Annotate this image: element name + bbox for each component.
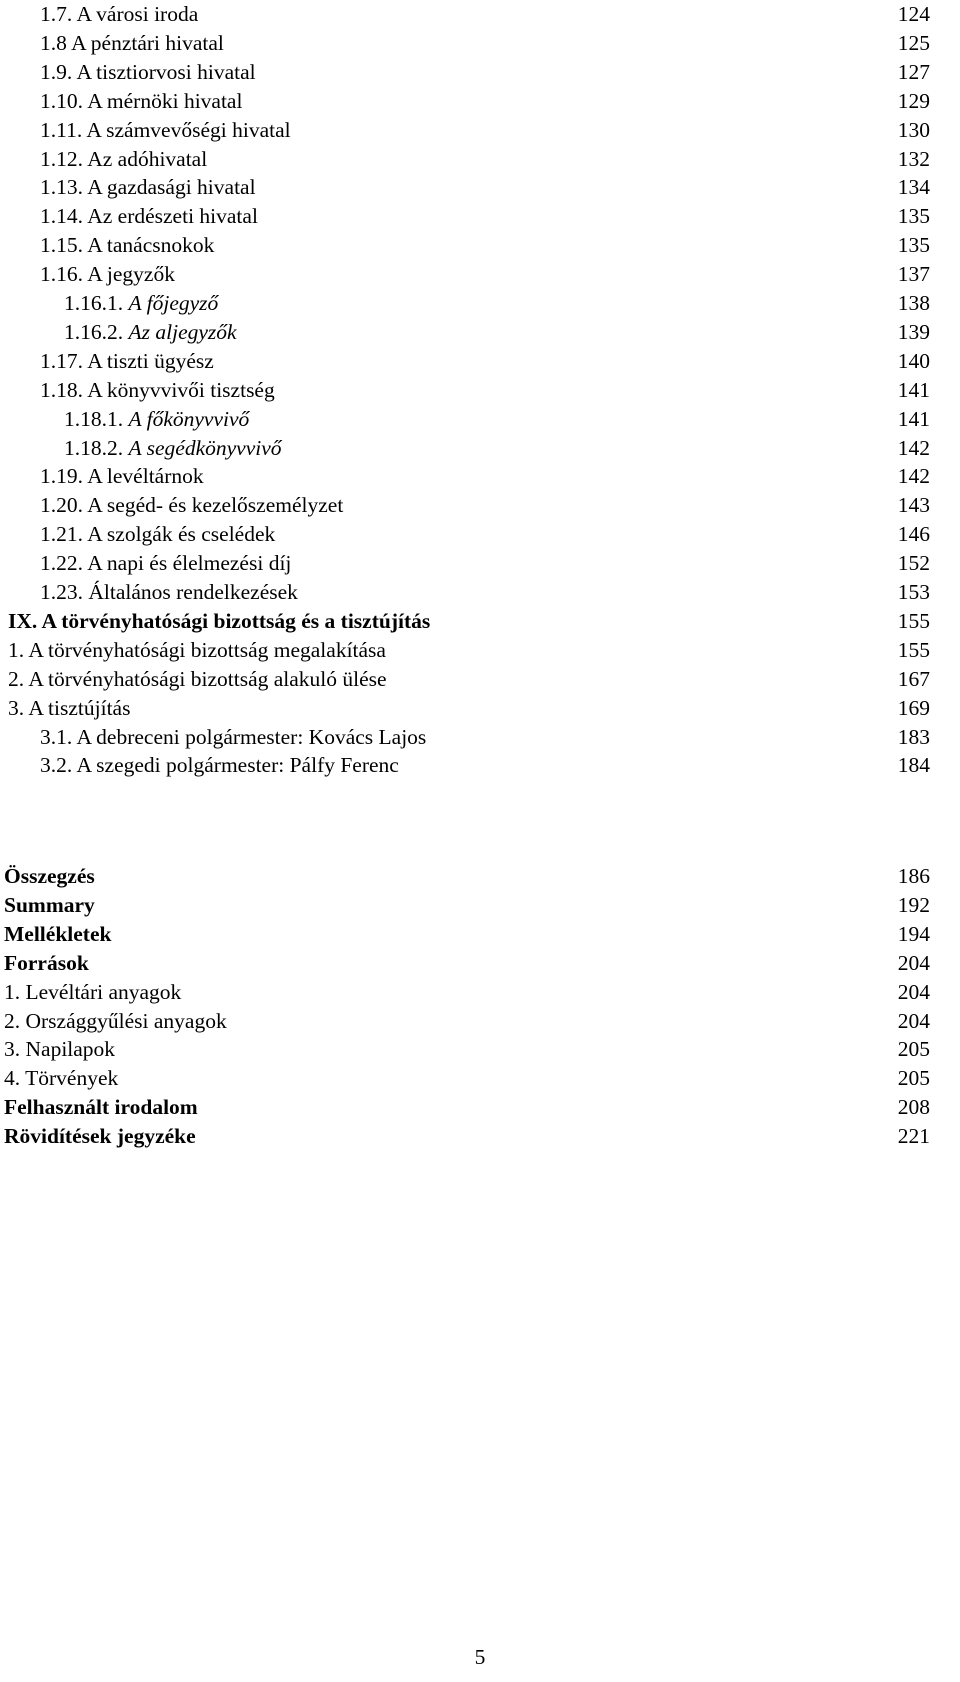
toc-entry-text: Summary: [4, 892, 95, 917]
toc-entry: [0, 376, 960, 405]
toc-entry-page: 194: [897, 921, 930, 946]
toc-entry-page: 184: [897, 753, 930, 778]
toc-entry-text: A könyvvivői tisztség: [87, 377, 275, 402]
toc-entry-number: 1.19.: [40, 464, 83, 489]
toc-entry-title: [40, 549, 291, 578]
toc-entry-title: [40, 260, 175, 289]
toc-entry-number: 1.: [8, 637, 25, 662]
page-number: 5: [474, 1645, 486, 1669]
toc-entry-text: Általános rendelkezések: [88, 580, 298, 604]
toc-entry: [0, 260, 960, 289]
toc-entry: [0, 462, 960, 491]
toc-entry-title: [40, 347, 214, 376]
toc-entry-number: 3.2.: [40, 753, 73, 778]
toc-entry: [0, 549, 960, 578]
toc-entry: [0, 665, 960, 694]
toc-entry-number: 1.22.: [40, 551, 83, 576]
toc-entry-text: Források: [4, 950, 89, 975]
toc-entry: [0, 347, 960, 376]
toc-entry: [0, 520, 960, 549]
toc-entry: [0, 116, 960, 145]
toc-entry: [0, 978, 960, 1007]
toc-entry-title: [40, 202, 258, 231]
toc-entry-page: 221: [897, 1124, 930, 1149]
toc-entry-title: [64, 289, 218, 318]
toc-entry-number: 1.15.: [40, 233, 83, 258]
toc-entry-title: [4, 949, 89, 978]
toc-entry-page: 143: [897, 493, 930, 518]
toc-entry-text: A jegyzők: [87, 262, 175, 287]
toc-entry-page: 132: [897, 146, 930, 171]
toc-entry-number: 1.20.: [40, 493, 83, 518]
toc-entry: [0, 58, 960, 87]
toc-entry-title: [40, 462, 204, 491]
toc-entry-page: 155: [897, 637, 930, 662]
toc-entry: [0, 607, 960, 636]
toc-entry-page: 138: [897, 291, 930, 315]
toc-entry-title: [40, 173, 256, 202]
toc-entry: [0, 920, 960, 949]
toc-entry: [0, 202, 960, 231]
toc-entry-number: 1.17.: [40, 348, 83, 373]
toc-entry: [0, 405, 960, 434]
toc-entry-number: 1.14.: [40, 204, 83, 229]
toc-entry-text: Az erdészeti hivatal: [87, 204, 258, 229]
toc-entry-text: A számvevőségi hivatal: [86, 117, 291, 142]
toc-entry-title: [64, 434, 282, 463]
toc-entry-page: 205: [897, 1066, 930, 1091]
toc-entry-number: 1.23.: [40, 580, 83, 604]
toc-entry-text: A tisztújítás: [28, 695, 131, 720]
toc-entry-title: [40, 578, 298, 607]
toc-entry-text: Az adóhivatal: [87, 146, 208, 171]
toc-entry-title: [40, 231, 214, 260]
toc-entry-title: [8, 665, 387, 694]
toc-entry-title: [40, 491, 343, 520]
toc-entry-number: 1.16.: [40, 262, 83, 287]
toc-entry-page: 137: [897, 262, 930, 287]
toc-entry-page: 167: [897, 666, 930, 691]
toc-entry-text: A főjegyző: [128, 291, 219, 315]
toc-entry-page: 135: [897, 204, 930, 229]
toc-entry-title: [40, 520, 275, 549]
toc-entry-page: 134: [897, 175, 930, 200]
toc-entry: [0, 87, 960, 116]
toc-entry-title: [8, 607, 430, 636]
toc-entry: [0, 0, 960, 29]
toc-entry-number: 1.8: [40, 30, 67, 55]
toc-entry-text: A tiszti ügyész: [87, 348, 214, 373]
toc-entry-text: Levéltári anyagok: [25, 979, 182, 1004]
toc-entry-title: [8, 636, 386, 665]
toc-entry-number: 1.21.: [40, 522, 83, 547]
toc-entry-title: [8, 694, 130, 723]
toc-entry: [0, 862, 960, 891]
toc-entry-page: 204: [897, 950, 930, 975]
toc-entry-number: 1.18.1.: [64, 406, 124, 431]
toc-entry-page: 141: [897, 377, 930, 402]
toc-entry-page: 186: [897, 864, 930, 888]
toc-entry-title: [4, 1064, 118, 1093]
toc-entry: [0, 751, 960, 780]
toc-entry-title: [4, 1122, 196, 1151]
toc-entry-number: IX.: [8, 608, 38, 633]
toc-entry-text: A segéd- és kezelőszemélyzet: [87, 493, 344, 518]
toc-entry: [0, 1093, 960, 1122]
toc-entry-text: Felhasznált irodalom: [4, 1095, 198, 1120]
toc-entry-title: [40, 0, 198, 29]
toc-entry: [0, 173, 960, 202]
toc-entry-text: Napilapok: [25, 1037, 116, 1062]
toc-entry-page: 204: [897, 1008, 930, 1033]
toc-entry-number: 1.16.1.: [64, 291, 124, 315]
toc-entry-title: [4, 1035, 115, 1064]
toc-entry-text: A törvényhatósági bizottság megalakítása: [28, 637, 386, 662]
toc-entry-text: Mellékletek: [4, 921, 112, 946]
toc-entry-number: 1.7.: [40, 2, 73, 26]
toc-entry-title: [4, 891, 95, 920]
toc-entry-title: [64, 405, 249, 434]
toc-entry-page: 192: [897, 892, 930, 917]
toc-entry-page: 127: [897, 59, 930, 84]
toc-entry-text: A levéltárnok: [87, 464, 204, 489]
toc-entry-number: 1.12.: [40, 146, 83, 171]
toc-entry-number: 1.18.2.: [64, 435, 124, 460]
toc-entry-title: [4, 1007, 227, 1036]
toc-entry-title: [40, 58, 256, 87]
toc-entry-title: [40, 145, 207, 174]
toc-entry-text: Összegzés: [4, 864, 95, 888]
toc-entry-text: Rövidítések jegyzéke: [4, 1124, 196, 1149]
toc-entry: [0, 1064, 960, 1093]
toc-entry-number: 3.: [4, 1037, 21, 1062]
toc-entry-text: A tisztiorvosi hivatal: [76, 59, 256, 84]
toc-entry-title: [40, 723, 426, 752]
toc-entry-number: 1.10.: [40, 88, 83, 113]
toc-entry-number: 1.13.: [40, 175, 83, 200]
toc-entry-page: 141: [897, 406, 930, 431]
toc-entry-number: 1.16.2.: [64, 319, 124, 344]
toc-entry-title: [4, 978, 181, 1007]
toc-entry-text: A városi iroda: [76, 2, 199, 26]
toc-entry-page: 146: [897, 522, 930, 547]
toc-entry-text: A szolgák és cselédek: [87, 522, 276, 547]
toc-entry: [0, 231, 960, 260]
toc-entry-title: [40, 751, 399, 780]
toc-entry-text: A pénztári hivatal: [71, 30, 224, 55]
toc-entry-number: 4.: [4, 1066, 21, 1091]
toc-entry-text: A törvényhatósági bizottság és a tisztújítás: [41, 608, 431, 633]
toc-entry: [0, 949, 960, 978]
toc-entry-page: 124: [897, 2, 930, 26]
toc-entry-number: 3.1.: [40, 724, 73, 749]
toc-entry-text: A szegedi polgármester: Pálfy Ferenc: [76, 753, 399, 778]
toc-entry-number: 3.: [8, 695, 25, 720]
toc-entry-title: [4, 1093, 198, 1122]
toc-entry-text: A napi és élelmezési díj: [87, 551, 292, 576]
toc-entry-number: 2.: [8, 666, 25, 691]
toc-entry: [0, 434, 960, 463]
toc-entry-page: 208: [897, 1095, 930, 1120]
toc-entry-page: 152: [897, 551, 930, 576]
toc-entry-number: 1.9.: [40, 59, 73, 84]
toc-entry-title: [40, 87, 242, 116]
toc-entry-page: 125: [897, 30, 930, 55]
toc-entry: [0, 1035, 960, 1064]
toc-entry-text: Törvények: [25, 1066, 119, 1091]
toc-entry-page: 155: [897, 608, 930, 633]
toc-entry-number: 1.11.: [40, 117, 83, 142]
toc-entry-title: [40, 116, 291, 145]
toc-entry-page: 130: [897, 117, 930, 142]
toc-entry-title: [64, 318, 237, 347]
toc-entry: [0, 1122, 960, 1151]
toc-entry: [0, 723, 960, 752]
toc-entry-text: Országgyűlési anyagok: [25, 1008, 227, 1033]
toc-entry-number: 1.18.: [40, 377, 83, 402]
toc-entry: [0, 29, 960, 58]
toc-entry: [0, 491, 960, 520]
toc-entry-page: 153: [897, 580, 930, 604]
toc-entry-title: [4, 920, 111, 949]
toc-entry: [0, 289, 960, 318]
toc-entry-number: 2.: [4, 1008, 21, 1033]
toc-entry-page: 140: [897, 348, 930, 373]
toc-entry: [0, 891, 960, 920]
toc-entry-text: A debreceni polgármester: Kovács Lajos: [76, 724, 427, 749]
toc-entry-text: A törvényhatósági bizottság alakuló ülése: [28, 666, 387, 691]
toc-entry: [0, 636, 960, 665]
toc-entry-text: A mérnöki hivatal: [87, 88, 243, 113]
toc-entry-page: 205: [897, 1037, 930, 1062]
toc-entry: [0, 578, 960, 607]
toc-entry-text: A főkönyvvivő: [128, 406, 250, 431]
toc-entry-title: [4, 862, 95, 891]
toc-entry-text: A tanácsnokok: [87, 233, 215, 258]
toc-entry-page: 129: [897, 88, 930, 113]
toc-entry-page: 142: [897, 464, 930, 489]
toc-entry-page: 183: [897, 724, 930, 749]
toc-entry-text: A segédkönyvvivő: [128, 435, 282, 460]
toc-entry-text: A gazdasági hivatal: [87, 175, 256, 200]
toc-entry-page: 169: [897, 695, 930, 720]
toc-entry: [0, 1007, 960, 1036]
toc-entry-page: 142: [897, 435, 930, 460]
toc-entry-text: Az aljegyzők: [128, 319, 237, 344]
toc-entry-page: 135: [897, 233, 930, 258]
toc-entry: [0, 145, 960, 174]
toc-entry-title: [40, 29, 224, 58]
toc-entry-number: 1.: [4, 979, 21, 1004]
toc-entry: [0, 694, 960, 723]
toc-entry-page: 139: [897, 319, 930, 344]
toc-entry-title: [40, 376, 275, 405]
toc-entry-page: 204: [897, 979, 930, 1004]
toc-entry: [0, 318, 960, 347]
